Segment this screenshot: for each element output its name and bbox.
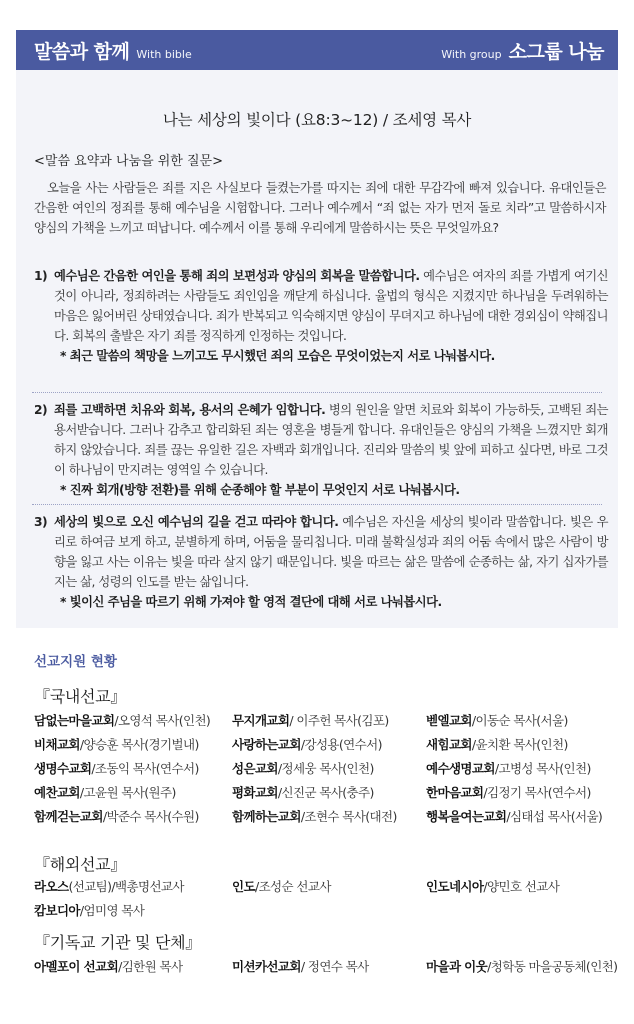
list-item: 행복을여는교회/심태섭 목사(서울) <box>426 809 603 824</box>
header-left <box>34 37 192 64</box>
list-item: 라오스(선교팀)/백총명선교사 <box>34 879 184 894</box>
question-body <box>54 400 608 500</box>
list-item: 새힘교회/윤치환 목사(인천) <box>426 737 568 752</box>
sermon-guide-heading: <말씀 요약과 나눔을 위한 질문> <box>34 154 224 169</box>
question-item-1 <box>34 266 608 366</box>
question-item-2 <box>34 400 608 500</box>
list-item: 사랑하는교회/강성용(연수서) <box>232 737 382 752</box>
list-item: 예찬교회/고윤원 목사(원주) <box>34 785 176 800</box>
sermon-title: 나는 세상의 빛이다 (요8:3~12) / 조세영 목사 <box>162 111 472 129</box>
page-header <box>16 30 618 70</box>
mission-support-title: 선교지원 현황 <box>34 654 117 670</box>
list-row <box>34 804 618 828</box>
christian-orgs-heading: 『기독교 기관 및 단체』 <box>34 933 202 952</box>
question-item-3 <box>34 512 608 612</box>
question-text: 예수님은 자신을 세상의 빛이라 말씀합니다. 빛은 우리로 하여금 보게 하고, 분별하게 하며, 어둠을 물리칩니다. 미래 불확실성과 죄의 어둠 속에서 많은 사람이 방향을 잃고 사는 이유는 빛을 따라 살지 않기 때문입니다. 빛을 따르는 삶은 말씀에 순종하는 삶, 자기 십자가를 지는 삶, 성령의 인도를 받는 삶입니다. <box>54 515 608 589</box>
list-item: 한마음교회/김정기 목사(연수서) <box>426 785 591 800</box>
list-item: 함께하는교회/조현수 목사(대전) <box>232 809 397 824</box>
list-row <box>34 898 618 922</box>
question-text: 예수님은 여자의 죄를 가볍게 여기신 것이 아니라, 정죄하려는 사람들도 죄인임을 깨닫게 하십니다. 율법의 형식은 지켰지만 하나님을 두려워하는 마음은 잃어버린 상태였습니다. 죄가 반복되고 익숙해지면 양심이 무뎌지고 하나님에 대한 경외심이 약해집니다. 회복의 출발은 자기 죄를 정직하게 인정하는 것입니다. <box>54 269 609 343</box>
divider <box>32 504 602 505</box>
list-item: 성은교회/정세웅 목사(인천) <box>232 761 374 776</box>
header-right-subtitle: With group <box>441 47 502 61</box>
list-item: 평화교회/신진군 목사(충주) <box>232 785 374 800</box>
list-item: 인도/조성순 선교사 <box>232 879 331 894</box>
header-right-title: 소그룹 나눔 <box>508 40 604 63</box>
overseas-mission-heading: 『해외선교』 <box>34 855 127 874</box>
header-right <box>441 37 604 64</box>
question-lead: 예수님은 간음한 여인을 통해 죄의 보편성과 양심의 회복을 말씀합니다. <box>54 269 420 283</box>
list-item: 인도네시아/양민호 선교사 <box>426 879 560 894</box>
list-item: 담없는마을교회/오영석 목사(인천) <box>34 713 211 728</box>
domestic-mission-list <box>34 708 618 828</box>
question-text: 병의 원인을 알면 치료와 회복이 가능하듯, 고백된 죄는 용서받습니다. 그러나 감추고 합리화된 죄는 영혼을 병들게 합니다. 유대인들은 양심의 가책을 느꼈지만 회개하지 않았습니다. 죄를 끊는 유일한 길은 자백과 회개입니다. 진리와 말씀의 빛 앞에 피하고 싶다면, 바로 그것이 하나님이 만지려는 영역일 수 있습니다. <box>54 403 608 477</box>
list-row <box>34 756 618 780</box>
header-left-title: 말씀과 함께 <box>34 40 130 63</box>
list-row <box>34 874 618 898</box>
list-item: 벧엘교회/이동순 목사(서울) <box>426 713 568 728</box>
question-number: 2) <box>34 403 48 417</box>
overseas-mission-list <box>34 874 618 922</box>
question-body <box>54 266 608 366</box>
discussion-prompt: * 빛이신 주님을 따르기 위해 가져야 할 영적 결단에 대해 서로 나눠봅시다. <box>60 595 442 609</box>
list-item: 미션카선교회/ 정연수 목사 <box>232 959 369 974</box>
question-number: 1) <box>34 269 48 283</box>
list-item: 함께걷는교회/박준수 목사(수원) <box>34 809 199 824</box>
domestic-mission-heading: 『국내선교』 <box>34 687 127 706</box>
list-row <box>34 732 618 756</box>
list-item: 무지개교회/ 이주헌 목사(김포) <box>232 713 389 728</box>
list-row <box>34 780 618 804</box>
discussion-prompt: * 진짜 회개(방향 전환)를 위해 순종해야 할 부분이 무엇인지 서로 나눠봅시다. <box>60 483 460 497</box>
sermon-intro: 오늘을 사는 사람들은 죄를 지은 사실보다 들켰는가를 따지는 죄에 대한 무감각에 빠져 있습니다. 유대인들은 간음한 여인의 정죄를 통해 예수님을 시험합니다. 그러나 예수께서 “죄 없는 자가 먼저 돌로 치라”고 말씀하시자 양심의 가책을 느끼고 떠납니다. 예수께서 이를 통해 우리에게 말씀하시는 뜻은 무엇일까요? <box>34 181 606 235</box>
list-item: 캄보디아/엄미영 목사 <box>34 903 145 918</box>
christian-orgs-list <box>34 954 618 978</box>
question-lead: 죄를 고백하면 치유와 회복, 용서의 은혜가 임합니다. <box>54 403 326 417</box>
list-item: 아멜포이 선교회/김한원 목사 <box>34 959 183 974</box>
question-body <box>54 512 608 612</box>
divider <box>32 392 602 393</box>
list-item: 비채교회/양승훈 목사(경기벌내) <box>34 737 199 752</box>
question-number: 3) <box>34 515 48 529</box>
header-left-subtitle: With bible <box>136 47 192 61</box>
list-row <box>34 708 618 732</box>
list-item: 생명수교회/조동익 목사(연수서) <box>34 761 199 776</box>
list-item: 마을과 이웃/청학동 마을공동체(인천) <box>426 959 618 974</box>
question-lead: 세상의 빛으로 오신 예수님의 길을 걷고 따라야 합니다. <box>54 515 339 529</box>
discussion-prompt: * 최근 말씀의 책망을 느끼고도 무시했던 죄의 모습은 무엇이었는지 서로 나눠봅시다. <box>60 349 495 363</box>
list-row <box>34 954 618 978</box>
list-item: 예수생명교회/고병성 목사(인천) <box>426 761 591 776</box>
